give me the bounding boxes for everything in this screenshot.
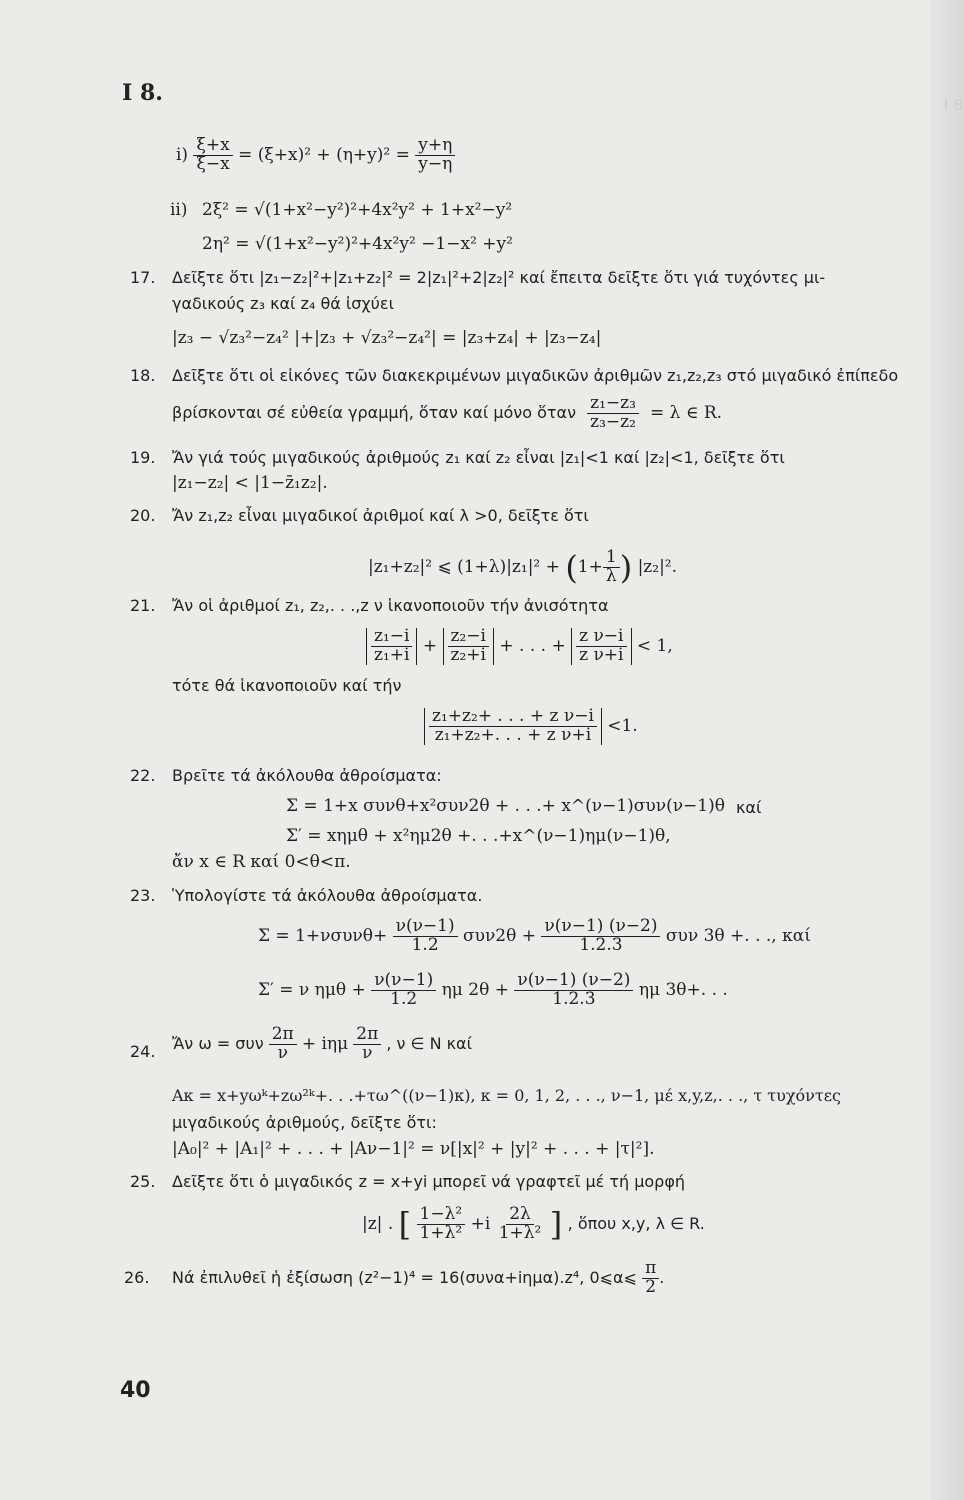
problem-20-fraction: $\frac{1}{\lambda}$ <box>603 549 620 586</box>
problem-24-line-3: μιγαδικούς ἀριθμούς, δεῖξτε ὅτι: <box>172 1113 437 1132</box>
problem-26-text-1: Νά ἐπιλυθεῖ ἡ ἐξίσωση (z²−1)⁴ = 16(συνα+iημα).z⁴, 0⩽α⩽ $\frac{\pi}{2}$ . <box>172 1258 665 1297</box>
problem-20-text-1: Ἄν z₁,z₂ εἶναι μιγαδικοί ἀριθμοί καί λ >0, δεῖξτε ὅτι <box>172 506 589 525</box>
page-edge-shadow <box>930 0 964 1500</box>
problem-24-number: 24. <box>130 1042 156 1061</box>
problem-19-text-1: Ἄν γιά τούς μιγαδικούς ἀριθμούς z₁ καί z₂ εἶναι |z₁|<1 καί |z₂|<1, δεῖξτε ὅτι <box>172 448 785 467</box>
problem-23-sum-1: Σ = 1+νσυνθ+ $\frac{\nu(\nu-1)}{1.2}$ συν2θ + $\frac{\nu(\nu-1) (\nu-2)}{1.2.3}$ συν 3θ +. . ., καί <box>258 916 811 955</box>
problem-25-number: 25. <box>130 1172 156 1191</box>
problem-21-inequality-2: $\frac{\text{z₁+z₂+ . . . + z ν−i}}{\text{z₁+z₂+. . . + z ν+i}}$ <1. <box>424 708 638 745</box>
section-header: Ι 8. <box>122 80 163 106</box>
problem-24-line-4: |A₀|² + |A₁|² + . . . + |Aν−1|² = ν[|x|² + |y|² + . . . + |τ|²]. <box>172 1139 655 1159</box>
problem-18-text-2: βρίσκονται σέ εὐθεία γραμμή, ὅταν καί μόνο ὅταν $\frac{\text{z₁−z₃}}{\text{z₃−z₂}}$ = λ ∈ R. <box>172 393 723 432</box>
problem-23-sum-2: Σ′ = ν ημθ + $\frac{\nu(\nu-1)}{1.2}$ ημ 2θ + $\frac{\nu(\nu-1) (\nu-2)}{1.2.3}$ ημ 3θ+. . . <box>258 970 728 1009</box>
problem-18-number: 18. <box>130 366 156 385</box>
problem-21-text-2: τότε θά ἱκανοποιοῦν καί τήν <box>172 676 402 695</box>
problem-17-text-2: γαδικούς z₃ καί z₄ θά ἰσχύει <box>172 294 394 313</box>
problem-22-text-1: Βρεῖτε τά ἀκόλουθα ἀθροίσματα: <box>172 766 442 785</box>
formula-ii-line2: 2η² = √(1+x²−y²)²+4x²y² −1−x² +y² <box>202 234 513 254</box>
formula-ii-line1: 2ξ² = √(1+x²−y²)²+4x²y² + 1+x²−y² <box>202 200 513 220</box>
problem-17-text-1: Δεῖξτε ὅτι |z₁−z₂|²+|z₁+z₂|² = 2|z₁|²+2|z₂|² καί ἔπειτα δεῖξτε ὅτι γιά τυχόντες μι- <box>172 268 826 287</box>
problem-25-text-1: Δεῖξτε ὅτι ὁ μιγαδικός z = x+yi μπορεῖ νά γραφτεῖ μέ τή μορφή <box>172 1172 686 1191</box>
problem-17-formula: |z₃ − √z₃²−z₄² |+|z₃ + √z₃²−z₄²| = |z₃+z₄| + |z₃−z₄| <box>172 328 602 348</box>
formula-i-label: i) <box>176 144 189 165</box>
problem-23-number: 23. <box>130 886 156 905</box>
problem-22-and: καί <box>736 798 762 817</box>
bleed-through-mark: Ι 8 <box>944 96 963 114</box>
problem-24-text-1: Ἄν ω = συν $\frac{2\pi}{\nu}$ + iημ $\frac{2\pi}{\nu}$ , ν ∈ N καί <box>172 1024 473 1063</box>
formula-i-middle: = (ξ+x)² + (η+y)² = <box>238 144 410 165</box>
problem-22-condition: ἄν x ∈ R καί 0<θ<π. <box>172 852 351 872</box>
problem-21-inequality: $\frac{\text{z₁−i}}{\text{z₁+i}}$ + $\frac{\text{z₂−i}}{\text{z₂+i}}$ + . . . + $\frac{\text{z ν−i}}{\text{z ν+i}}$ < 1, <box>366 628 673 665</box>
formula-ii-label: ii) <box>170 200 188 220</box>
problem-25-formula: |z| . [ $\frac{\text{1−λ²}}{\text{1+λ²}}$ +i $\frac{2\lambda}{\text{1+λ²}}$ ] , ὅπου x,y, λ ∈ R. <box>362 1204 705 1244</box>
problem-21-number: 21. <box>130 596 156 615</box>
problem-21-text-1: Ἄν οἱ ἀριθμοί z₁, z₂,. . .,z ν ἱκανοποιοῦν τήν ἀνισότητα <box>172 596 609 615</box>
problem-17-number: 17. <box>130 268 156 287</box>
problem-23-text-1: Ὑπολογίστε τά ἀκόλουθα ἀθροίσματα. <box>172 886 483 905</box>
problem-24-line-2: Aκ = x+yωᵏ+zω²ᵏ+. . .+τω^((ν−1)κ), κ = 0, 1, 2, . . ., ν−1, μέ x,y,z,. . ., τ τυχόντες <box>172 1086 842 1105</box>
formula-i-rhs-fraction: $\frac{y+\eta}{y-\eta}$ <box>415 137 455 174</box>
problem-26-number: 26. <box>124 1268 150 1287</box>
formula-i <box>176 137 455 174</box>
problem-22-sum-1: Σ = 1+x συνθ+x²συν2θ + . . .+ x^(ν−1)συν(ν−1)θ <box>286 796 725 816</box>
page-number: 40 <box>120 1378 151 1403</box>
problem-22-sum-2: Σ′ = xημθ + x²ημ2θ +. . .+x^(ν−1)ημ(ν−1)θ, <box>286 826 671 846</box>
problem-19-text-2: |z₁−z₂| < |1−z̄₁z₂|. <box>172 473 328 493</box>
problem-20-number: 20. <box>130 506 156 525</box>
problem-22-number: 22. <box>130 766 156 785</box>
problem-19-number: 19. <box>130 448 156 467</box>
problem-18-text-1: Δεῖξτε ὅτι οἱ εἰκόνες τῶν διακεκριμένων μιγαδικῶν ἀριθμῶν z₁,z₂,z₃ στό μιγαδικό ἐπίπεδο <box>172 366 899 385</box>
problem-20-formula: |z₁+z₂|² ⩽ (1+λ)|z₁|² + (1+ $\frac{1}{\lambda}$ ) |z₂|². <box>368 547 678 587</box>
problem-18-fraction: $\frac{\text{z₁−z₃}}{\text{z₃−z₂}}$ <box>587 395 639 432</box>
formula-i-lhs-fraction: $\frac{\xi+x}{\xi-x}$ <box>193 137 232 174</box>
